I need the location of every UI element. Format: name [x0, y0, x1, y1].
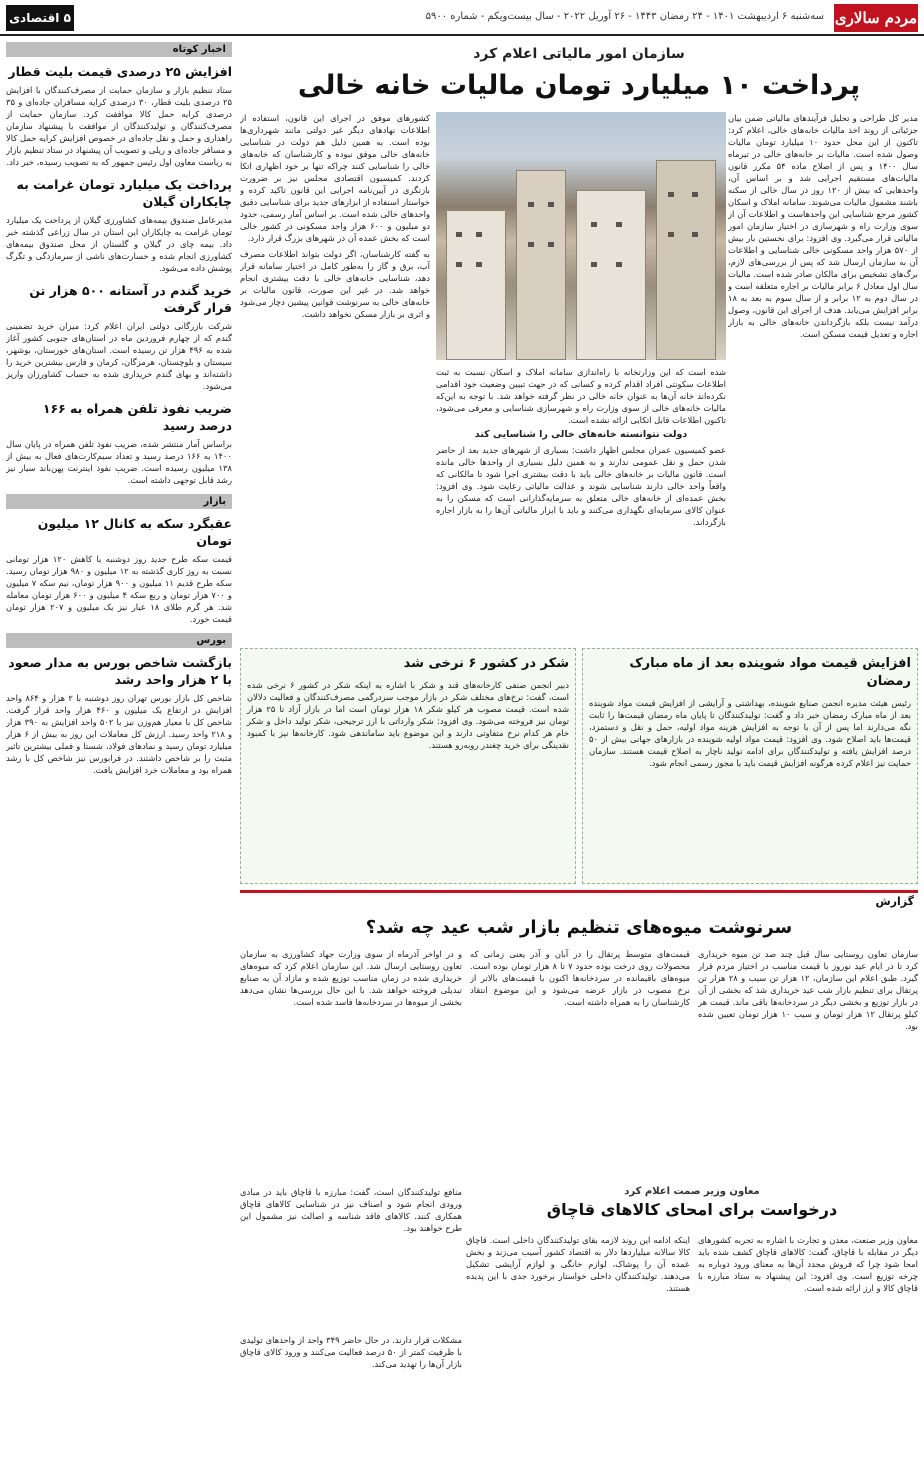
brief-title: عقبگرد سکه به کانال ۱۲ میلیون تومان [37, 516, 232, 548]
section-label-bourse: بورس [6, 633, 232, 648]
report-section [240, 914, 918, 1474]
lead-story-body [240, 112, 918, 668]
lead-subheading: دولت نتوانسته خانه‌های خالی را شناسایی کند [474, 429, 688, 440]
lead-column-left-text: کشورهای موفق در اجرای این قانون، استفاده از اطلاعات نهادهای دیگر غیر دولتی مانند شهرداری‌ها بوده است. به همین دلیل هم دولت در شناسایی خانه‌های خالی موفق نبوده و کارشناسان که خانه‌های خالی را شناسایی کنند چراکه تنها بر خود اظهاری اتکا کردند. کمیسیون اقتصادی مجلس نیز بر ضرورت بازنگری در آیین‌نامه اجرایی این قانون تاکید کرده و خواستار استفاده از ابزارهای جدید برای شناسایی دقیق واحدهای خالی شده است. بر اساس آمار رسمی، حدود دو میلیون و ۶۰۰ هزار واحد مسکونی در کشور خالی است که بخش عمده آن در شهرهای بزرگ قرار دارد. [240, 113, 430, 243]
brief-title: بازگشت شاخص بورس به مدار صعود با ۲ هزار واحد رشد [8, 655, 232, 687]
lead-column-center [436, 366, 726, 668]
lead-center-text-2: عضو کمیسیون عمران مجلس اظهار داشت: بسیاری از شهرهای جدید بعد از حاضر شدن حمل و نقل عمومی ندارند و به همین دلیل بسیاری از واحدها خالی مانده است. قانون مالیات بر خانه‌های خالی باید با دقت بیشتری اجرا شود تا مالکانی که واقعاً واحد خالی دارند شناسایی شوند و عدالت مالیاتی رعایت شود. وی افزود: بخش عمده‌ای از خانه‌های خالی متعلق به سرمایه‌گذارانی است که مسکن را به عنوان کالای سرمایه‌ای نگهداری می‌کنند و باید با ابزار مالیاتی آن‌ها را به بازار اجاره بازگرداند. [436, 445, 726, 527]
fruit-headline: سرنوشت میوه‌های تنظیم بازار شب عید چه شد؟ [365, 917, 793, 938]
brief-item [6, 63, 232, 168]
masthead [0, 0, 924, 36]
fruit-column-1: سازمان تعاون روستایی سال قبل چند صد تن میوه خریداری کرد تا در ایام عید نوروز با قیمت مناسب در اختیار مردم قرار گیرد. طبق اعلام این سازمان، ۱۲ هزار تن سیب و ۲۸ هزار تن پرتقال برای تنظیم بازار شب عید خریداری شد که بخشی از آن در بازار توزیع و بخشی دیگر در سردخانه‌ها باقی ماند. قیمت هر کیلو پرتقال ۱۲ هزار تومان و سیب ۱۰ هزار تومان تعیین شده بود. [698, 949, 918, 1031]
page-section-tag: ۵ اقتصادی [6, 5, 74, 31]
newspaper-logo: مردم سالاری [834, 4, 918, 32]
city-buildings-photo [436, 112, 726, 360]
box-title: شکر در کشور ۶ نرخی شد [403, 656, 569, 671]
fruit-column-2: قیمت‌های متوسط پرتقال را در آبان و آذر یعنی زمانی که محصولات روی درخت بوده حدود ۷ تا ۸ هزار تومان بوده است. میوه‌های باقیمانده در سردخانه‌ها اکنون با قیمت‌های بالاتر از نرخ مصوب در بازار عرضه می‌شود و این موضوع انتقاد کارشناسان را به همراه داشته است. [470, 949, 690, 1007]
bourse-brief [6, 654, 232, 776]
brief-body: قیمت سکه طرح جدید روز دوشنبه با کاهش ۱۲۰ هزار تومانی نسبت به روز کاری گذشته به ۱۲ میلیون و ۹۸۰ هزار تومان رسید. سکه طرح قدیم ۱۱ میلیون و ۹۰۰ هزار تومان، نیم سکه ۷ میلیون و ۷۰۰ هزار تومان و ربع سکه ۴ میلیون و ۶۰۰ هزار تومان معامله شد. هر گرم طلای ۱۸ عیار نیز یک میلیون و ۲۰۷ هزار تومان قیمت خورد. [6, 554, 232, 624]
brief-body: مدیرعامل صندوق بیمه‌های کشاورزی گیلان از پرداخت یک میلیارد تومان غرامت به چایکاران این استان در سال زراعی گذشته خبر داد. بیمه چای در گیلان و گلستان از محل صندوق بیمه‌های کشاورزی انجام شده و خسارت‌های ناشی از سرمازدگی و تگرگ پوشش داده می‌شود. [6, 215, 232, 273]
brief-title: افزایش ۲۵ درصدی قیمت بلیت قطار [8, 64, 232, 79]
brief-title: خرید گندم در آستانه ۵۰۰ هزار تن قرار گرفت [29, 283, 232, 315]
dateline: سه‌شنبه ۶ اردیبهشت ۱۴۰۱ - ۲۴ رمضان ۱۴۴۳ - ۲۶ آوریل ۲۰۲۲ - سال بیست‌و‌یکم - شماره ۵۹۰۰ [425, 11, 824, 22]
smuggle-column-3: منافع تولیدکنندگان است، گفت: مبارزه با قاچاق باید در مبادی ورودی انجام شود و اصناف نیز در شناسایی کالاهای قاچاق همکاری کنند. کالاهای فاقد شناسه و اصالت نیز مشمول این طرح خواهند بود. [240, 1187, 462, 1233]
section-label-market: بازار [6, 494, 232, 509]
brief-body: شرکت بازرگانی دولتی ایران اعلام کرد: میزان خرید تضمینی گندم که از چهارم فروردین ماه در استان‌های جنوبی کشور آغاز شده به ۴۹۶ هزار تن رسیده است. استان‌های خوزستان، بوشهر، سیستان و بلوچستان، هرمزگان، کرمان و فارس بیشترین خرید را داشته‌اند و بهای گندم خریداری شده به حساب کشاورزان واریز می‌شود. [6, 321, 232, 391]
brief-item [6, 400, 232, 486]
box-title: افزایش قیمت مواد شوینده بعد از ماه مبارک رمضان [629, 656, 911, 689]
box-body: دبیر انجمن صنفی کارخانه‌های قند و شکر با اشاره به اینکه شکر در کشور ۶ نرخی شده است، گفت: نرخ‌های مختلف شکر در بازار موجب سردرگمی مصرف‌کنندگان و فعالیت دلالان شده است. قیمت مصوب هر کیلو شکر ۱۸ هزار تومان است اما در بازار آزاد تا ۲۵ هزار تومان نیز فروخته می‌شود. وی افزود: شکر وارداتی با ارز ترجیحی، شکر تولید داخل و شکر خام هر کدام نرخ متفاوتی دارند و این موضوع باید ساماندهی شود. کارخانه‌ها نیز با کمبود نقدینگی برای خرید چغندر روبه‌رو هستند. [247, 680, 570, 750]
brief-title: ضریب نفوذ تلفن همراه به ۱۶۶ درصد رسید [42, 401, 232, 433]
smuggle-column-1: معاون وزیر صنعت، معدن و تجارت با اشاره به تجربه کشورهای دیگر در مقابله با قاچاق، گفت: کالاهای قاچاق کشف شده باید امحا شود چرا که فروش مجدد آن‌ها به معنای ورود دوباره به چرخه توزیع است. وی افزود: این پیشنهاد به ستاد مبارزه با قاچاق کالا و ارز ارائه شده است. [698, 1235, 918, 1293]
detergent-box [582, 648, 918, 884]
lead-column-left-text-2: به گفته کارشناسان، اگر دولت بتواند اطلاعات مصرف آب، برق و گاز را به‌طور کامل در اختیار سامانه قرار دهد، شناسایی خانه‌های خالی با دقت بیشتری انجام خواهد شد. در غیر این صورت، قانون مالیات بر خانه‌های خالی به سرنوشت قوانین پیشین دچار می‌شود و اثری بر بازار مسکن نخواهد داشت. [240, 249, 430, 319]
brief-body: ستاد تنظیم بازار و سازمان حمایت از مصرف‌کنندگان با افزایش ۲۵ درصدی بلیت قطار، ۳۰ درصدی کرایه مسافران جاده‌ای و ۳۵ درصدی کرایه حمل کالا موافقت کرد. سازمان حمایت از مصرف‌کنندگان و تولیدکنندگان از موافقت با پیشنهاد سازمان راهداری و حمل و نقل جاده‌ای در خصوص افزایش کرایه حمل کالا و مسافر جاده‌ای و ریلی و تصویب آن پیشنهاد در ستاد تنظیم بازار به ریاست معاون اول رئیس جمهور که به تصویب رسیده، خبر داد. [6, 85, 232, 167]
smuggle-header [466, 1186, 918, 1227]
main-area [240, 42, 918, 1478]
box-body: رئیس هیئت مدیره انجمن صنایع شوینده، بهداشتی و آرایشی از افزایش قیمت مواد شوینده بعد از ماه مبارک رمضان خبر داد و گفت: تولیدکنندگان تا پایان ماه رمضان قیمت‌ها را ثابت نگه می‌دارند اما پس از آن با توجه به افزایش هزینه مواد اولیه، حمل و نقل و دستمزد، قیمت‌ها باید اصلاح شود. وی افزود: قیمت مواد اولیه شوینده در بازارهای جهانی بیش از ۵۰ درصد افزایش یافته و تولیدکنندگان برای ادامه تولید ناچار به اصلاح قیمت هستند. سازمان حمایت نیز اعلام کرده هرگونه افزایش قیمت باید با مجوز رسمی انجام شود. [589, 698, 911, 768]
brief-body: شاخص کل بازار بورس تهران روز دوشنبه با ۲ هزار و ۸۶۴ واحد افزایش در ارتفاع یک میلیون و ۴۶۰ هزار واحد قرار گرفت. شاخص کل با معیار هم‌وزن نیز با ۵۰۲ واحد افزایش به ۳۹۰ هزار و ۲۱۸ واحد رسید. ارزش کل معاملات این روز به بیش از ۶ هزار میلیارد تومان رسید و نمادهای فولاد، شستا و فملی بیشترین تاثیر مثبت را بر شاخص داشتند. در فرابورس نیز شاخص کل با رشد همراه بود و معاملات خرد افزایش یافت. [6, 693, 232, 775]
lead-center-text: شده است که این وزارتخانه با راه‌اندازی سامانه املاک و اسکان نسبت به ثبت اطلاعات سکونتی افراد اقدام کرده و کسانی که در جهت تبیین وضعیت خود اقدامی نکرده‌اند خانه آن‌ها به عنوان خانه خالی در نظر گرفته خواهد شد. با توجه به این‌که مالیات خانه‌های خالی از سوی وزارت راه و شهرسازی شناسایی و معرفی می‌شود، تاکنون اطلاعات قابل اتکایی ارائه نشده است. [436, 367, 726, 425]
lead-headline: پرداخت ۱۰ میلیارد تومان مالیات خانه خالی [297, 70, 861, 101]
section-label-news: اخبار کوتاه [6, 42, 232, 57]
brief-title: پرداخت یک میلیارد تومان غرامت به چایکاران گیلان [16, 177, 232, 209]
smuggle-column-4: مشکلات قرار دارند. در حال حاضر ۳۴۹ واحد از واحدهای تولیدی با ظرفیت کمتر از ۵۰ درصد فعالیت می‌کنند و ورود کالای قاچاق بازار آن‌ها را تهدید می‌کند. [240, 1335, 462, 1369]
brief-body: براساس آمار منتشر شده، ضریب نفوذ تلفن همراه در پایان سال ۱۴۰۰ به ۱۶۶ درصد رسید و تعداد سیم‌کارت‌های فعال به بیش از ۱۳۸ میلیون رسیده است. ضریب نفوذ اینترنت پهن‌باند سیار نیز رشد قابل توجهی داشته است. [6, 439, 232, 485]
left-column [6, 42, 232, 1478]
smuggle-headline: درخواست برای امحای کالاهای قاچاق [546, 1200, 838, 1219]
market-brief [6, 515, 232, 625]
smuggle-column-2: اینکه ادامه این روند لازمه بقای تولیدکنندگان داخلی است. قاچاق کالا سالانه میلیاردها دلار به اقتصاد کشور آسیب می‌زند و بخش عمده آن را پوشاک، لوازم خانگی و لوازم آرایشی تشکیل می‌دهند. تولیدکنندگان داخلی خواستار برخورد جدی با این پدیده هستند. [466, 1235, 690, 1293]
lead-kicker: سازمان امور مالیاتی اعلام کرد [473, 46, 685, 62]
brief-item [6, 176, 232, 274]
smuggle-kicker: معاون وزیر صمت اعلام کرد [624, 1186, 760, 1197]
brief-item [6, 282, 232, 392]
lead-column-left [240, 112, 430, 668]
boxed-stories [240, 648, 918, 884]
lead-column-right: مدیر کل طراحی و تحلیل فرآیندهای مالیاتی ضمن بیان جزئیاتی از روند اخذ مالیات خانه‌های خالی، اعلام کرد: تاکنون از این محل حدود ۱۰ میلیارد تومان مالیات وصول شده است. مالیات بر خانه‌های خالی در تیرماه سال ۱۴۰۰ و پس از اصلاح ماده ۵۴ مکرر قانون مالیات‌های مستقیم اجرایی شد و بر اساس آن، واحدهایی که بیش از ۱۲۰ روز در سال خالی از سکنه باشند مشمول مالیات می‌شوند. سامانه املاک و اسکان کشور مرجع شناسایی این واحدهاست و اطلاعات آن از سوی وزارت راه و شهرسازی در اختیار سازمان امور مالیاتی قرار می‌گیرد. وی افزود: برای نخستین بار بیش از ۵۷۰ هزار واحد مسکونی خالی شناسایی و اطلاعات آن به سازمان ارسال شد که پس از بررسی‌های لازم، برگ‌های تشخیص برای مالکان صادر شده است. مالیات سال اول معادل ۶ برابر مالیات بر اجاره متعلقه است و در سال دوم به ۱۲ برابر و از سال سوم به بعد به ۱۸ برابر افزایش می‌یابد. هدف از اجرای این قانون، وصول درآمد نیست بلکه بازگرداندن خانه‌های خالی به بازار اجاره و تعدیل قیمت مسکن است. [728, 113, 918, 339]
fruit-column-3: و در اواخر آذرماه از سوی وزارت جهاد کشاورزی به سازمان تعاون روستایی ارسال شد. این سازمان اعلام کرد که میوه‌های خریداری شده در زمان مناسب توزیع شده و مازاد آن به صنایع تبدیلی فروخته خواهد شد. با این حال بررسی‌ها نشان می‌دهد بخشی از میوه‌ها در سردخانه‌ها فاسد شده است. [240, 949, 462, 1007]
report-section-label: گزارش [240, 890, 918, 910]
sugar-box [240, 648, 576, 884]
